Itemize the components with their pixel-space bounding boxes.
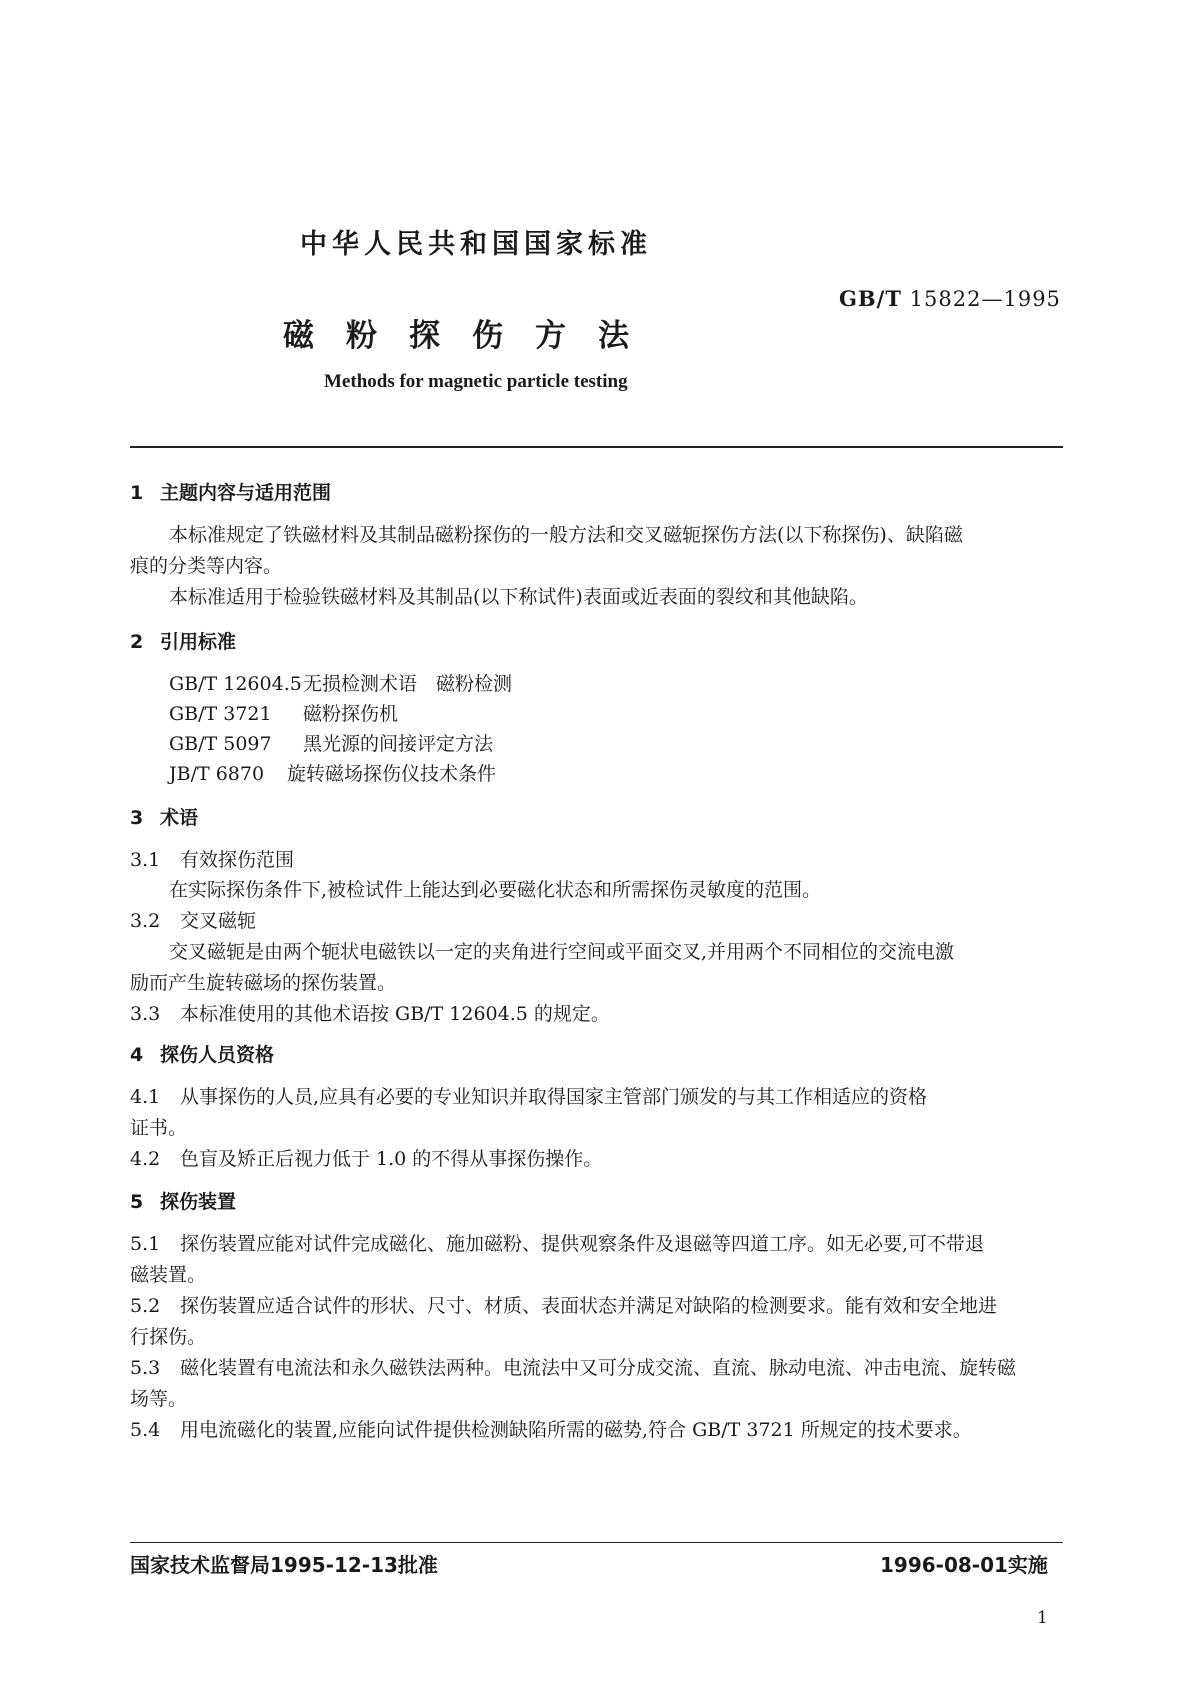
subsection-paragraph: [130, 1353, 1016, 1384]
reference-item: [169, 729, 493, 760]
section-heading-4: [130, 1040, 274, 1067]
section-number: 3: [130, 807, 144, 829]
subsection-text: 磁化装置有电流法和永久磁铁法两种。电流法中又可分成交流、直流、脉动电流、冲击电流、旋转磁: [180, 1357, 1017, 1379]
reference-name: 旋转磁场探伤仪技术条件: [287, 763, 497, 785]
subsection-number: 3.1: [130, 849, 161, 871]
subsection-paragraph: [130, 1291, 997, 1322]
title-divider: [130, 446, 1063, 448]
subsection-number: 5.3: [130, 1357, 161, 1379]
subsection-number: 5.2: [130, 1295, 161, 1317]
paragraph-line: 痕的分类等内容。: [130, 555, 283, 577]
section-number: 2: [130, 631, 144, 653]
subsection-text: 本标准使用的其他术语按 GB/T 12604.5 的规定。: [180, 1003, 610, 1025]
subsection-number: 4.2: [130, 1148, 161, 1170]
reference-code: GB/T 12604.5: [169, 673, 302, 695]
paragraph-line: 行探伤。: [130, 1326, 207, 1348]
reference-item: [169, 759, 496, 790]
paragraph-line: 证书。: [130, 1117, 188, 1139]
implementation-date: 1996-08-01实施: [880, 1553, 1048, 1577]
paragraph-line: 场等。: [130, 1388, 188, 1410]
subsection-number: 3.2: [130, 910, 161, 932]
subsection-number: 5.1: [130, 1233, 161, 1255]
section-heading-2: [130, 627, 236, 654]
reference-name: 磁粉探伤机: [303, 703, 399, 725]
section-number: 1: [130, 482, 144, 504]
subsection-paragraph: [130, 1229, 984, 1260]
document-title: 磁粉探伤方法: [283, 318, 661, 354]
subsection-title: 有效探伤范围: [180, 849, 295, 871]
subsection-title: 交叉磁轭: [180, 910, 257, 932]
reference-item: [169, 699, 398, 730]
subsection-paragraph: [130, 1144, 602, 1175]
subsection-paragraph: [130, 999, 610, 1030]
paragraph-line: 磁装置。: [130, 1264, 207, 1286]
paragraph-line: 本标准规定了铁磁材料及其制品磁粉探伤的一般方法和交叉磁轭探伤方法(以下称探伤)、缺陷磁: [169, 524, 963, 546]
subsection-text: 用电流磁化的装置,应能向试件提供检测缺陷所需的磁势,符合 GB/T 3721 所规定的技术要求。: [180, 1419, 972, 1441]
paragraph-line: 本标准适用于检验铁磁材料及其制品(以下称试件)表面或近表面的裂纹和其他缺陷。: [169, 586, 868, 608]
section-title: 引用标准: [160, 631, 237, 653]
section-title: 主题内容与适用范围: [160, 482, 332, 504]
section-title: 探伤人员资格: [160, 1044, 275, 1066]
reference-name: 无损检测术语 磁粉检测: [303, 673, 513, 695]
subsection-text: 探伤装置应能对试件完成磁化、施加磁粉、提供观察条件及退磁等四道工序。如无必要,可不带退: [180, 1233, 985, 1255]
section-title: 探伤装置: [160, 1191, 237, 1213]
subsection-text: 探伤装置应适合试件的形状、尺寸、材质、表面状态并满足对缺陷的检测要求。能有效和安全地进: [180, 1295, 998, 1317]
reference-code: GB/T 3721: [169, 703, 272, 725]
paragraph-line: 交叉磁轭是由两个轭状电磁铁以一定的夹角进行空间或平面交叉,并用两个不同相位的交流电激: [169, 941, 955, 963]
subsection-heading: [130, 906, 256, 937]
subsection-paragraph: [130, 1415, 972, 1446]
standard-code-prefix: GB/T: [839, 286, 902, 311]
subsection-text: 色盲及矫正后视力低于 1.0 的不得从事探伤操作。: [180, 1148, 603, 1170]
reference-code: JB/T 6870: [169, 763, 265, 785]
reference-code: GB/T 5097: [169, 733, 272, 755]
standard-header-title: 中华人民共和国国家标准: [300, 229, 652, 260]
reference-name: 黑光源的间接评定方法: [303, 733, 494, 755]
paragraph-line: 在实际探伤条件下,被检试件上能达到必要磁化状态和所需探伤灵敏度的范围。: [169, 879, 822, 901]
standard-code-number: 15822—1995: [909, 287, 1061, 311]
document-english-title: Methods for magnetic particle testing: [324, 371, 628, 392]
approval-date: 国家技术监督局1995-12-13批准: [130, 1553, 438, 1577]
standard-code: [839, 286, 1061, 311]
section-heading-1: [130, 478, 331, 505]
subsection-number: 4.1: [130, 1086, 161, 1108]
subsection-paragraph: [130, 1082, 927, 1113]
section-number: 4: [130, 1044, 144, 1066]
section-number: 5: [130, 1191, 144, 1213]
subsection-text: 从事探伤的人员,应具有必要的专业知识并取得国家主管部门颁发的与其工作相适应的资格: [180, 1086, 928, 1108]
subsection-number: 3.3: [130, 1003, 161, 1025]
section-title: 术语: [160, 807, 199, 829]
footer-divider: [130, 1542, 1063, 1543]
paragraph-line: 励而产生旋转磁场的探伤装置。: [130, 972, 397, 994]
page-number: 1: [1037, 1608, 1048, 1628]
subsection-number: 5.4: [130, 1419, 161, 1441]
subsection-heading: [130, 845, 294, 876]
reference-item: [169, 669, 512, 700]
section-heading-5: [130, 1187, 236, 1214]
section-heading-3: [130, 803, 198, 830]
